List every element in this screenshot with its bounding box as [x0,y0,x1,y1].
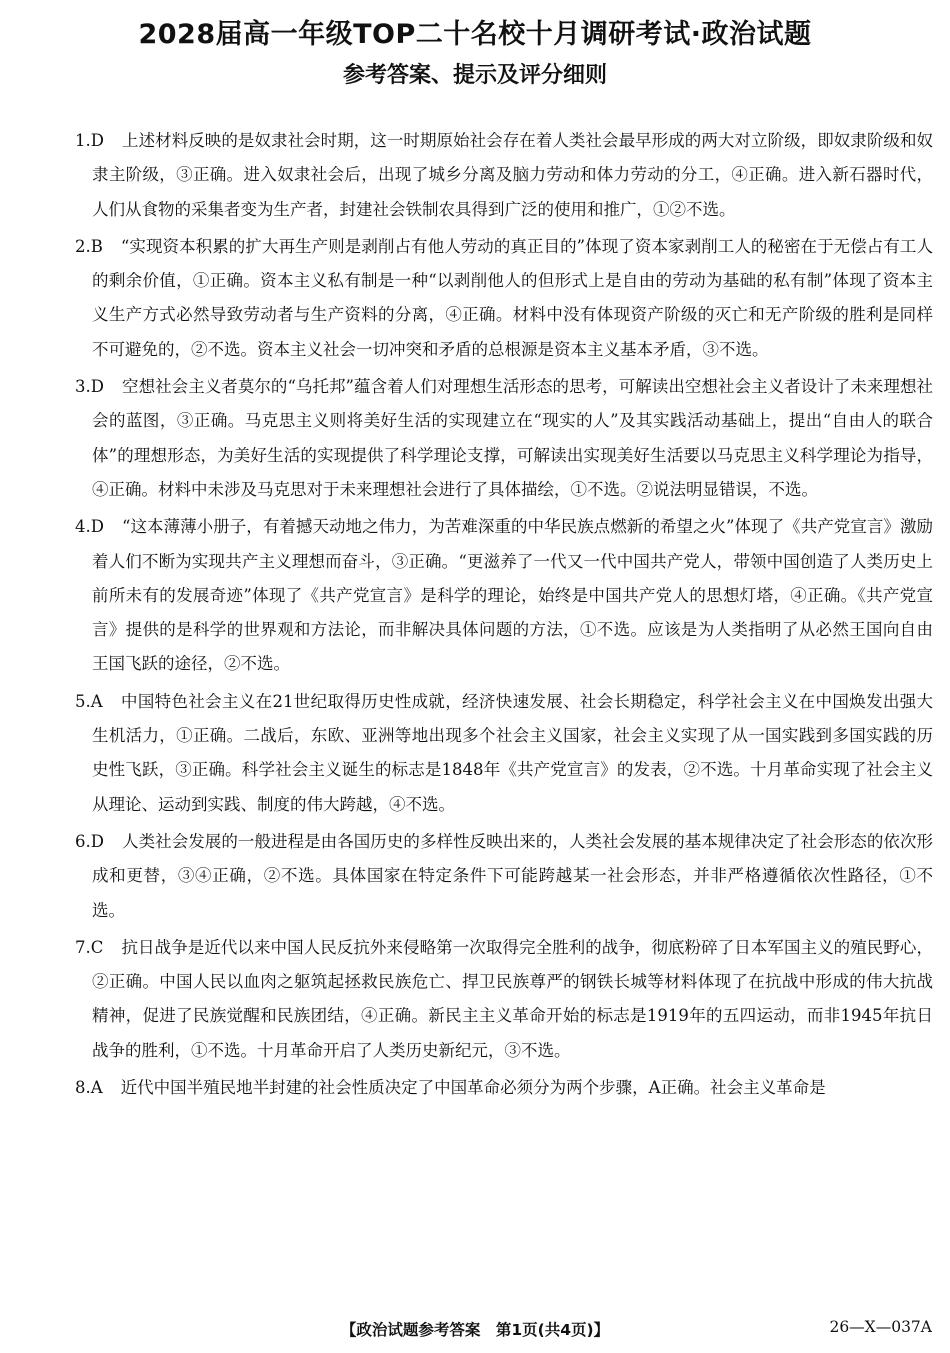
answer-number: 6. [75,831,91,851]
page-title: 2028届高一年级TOP二十名校十月调研考试·政治试题 [138,19,812,50]
answer-explanation: 中国特色社会主义在21世纪取得历史性成就，经济快速发展、社会长期稳定，科学社会主义在中国焕发出强大生机活力，①正确。二战后，东欧、亚洲等地出现多个社会主义国家，社会主义实现了从一国实践到多国实践的历史性飞跃，③正确。科学社会主义诞生的标志是1848年《共产党宣言》的发表，②不选。十月革命实现了社会主义从理论、运动到实践、制度的伟大跨越，④不选。 [92,691,933,814]
answer-explanation: “实现资本积累的扩大再生产则是剥削占有他人劳动的真正目的”体现了资本家剥削工人的秘密在于无偿占有工人的剩余价值，①正确。资本主义私有制是一种“以剥削他人的但形式上是自由的劳动为基础的私有制”体现了资本主义生产方式必然导致劳动者与生产资料的分离，④正确。材料中没有体现资产阶级的灭亡和无产阶级的胜利是同样不可避免的，②不选。资本主义社会一切冲突和矛盾的总根源是资本主义基本矛盾，③不选。 [92,236,933,359]
answer-item-1 [75,124,933,227]
answer-item-8 [75,1071,933,1105]
answer-list [75,124,933,1105]
answer-number: 3. [75,377,91,397]
answer-item-6 [75,825,933,928]
answer-key: D [90,377,104,397]
answer-key: D [90,831,104,851]
answer-number: 8. [75,1078,91,1098]
answer-explanation: 上述材料反映的是奴隶社会时期，这一时期原始社会存在着人类社会最早形成的两大对立阶级，即奴隶阶级和奴隶主阶级，③正确。进入奴隶社会后，出现了城乡分离及脑力劳动和体力劳动的分工，④正确。进入新石器时代，人们从食物的采集者变为生产者，封建社会铁制农具得到广泛的使用和推广，①②不选。 [92,131,933,219]
answer-number: 1. [75,131,91,150]
footer-page-info: 【政治试题参考答案 第1页(共4页)】 [340,1321,610,1339]
answer-number: 7. [75,937,91,957]
answer-explanation: 抗日战争是近代以来中国人民反抗外来侵略第一次取得完全胜利的战争，彻底粉碎了日本军国主义的殖民野心，②正确。中国人民以血肉之躯筑起拯救民族危亡、捍卫民族尊严的钢铁长城等材料体现了在抗战中形成的伟大抗战精神，促进了民族觉醒和民族团结，④正确。新民主主义革命开始的标志是1919年的五四运动，而非1945年抗日战争的胜利，①不选。十月革命开启了人类历史新纪元，③不选。 [92,937,933,1060]
answer-key: A [90,691,103,711]
page-subtitle: 参考答案、提示及评分细则 [342,63,607,88]
answer-item-7 [75,931,933,1068]
answer-number: 4. [75,517,91,537]
answer-explanation: “这本薄薄小册子，有着撼天动地之伟力，为苦难深重的中华民族点燃新的希望之火”体现了《共产党宣言》激励着人们不断为实现共产主义理想而奋斗，③正确。“更滋养了一代又一代中国共产党人，带领中国创造了人类历史上前所未有的发展奇迹”体现了《共产党宣言》是科学的理论，始终是中国共产党人的思想灯塔，④正确。《共产党宣言》提供的是科学的世界观和方法论，而非解决具体问题的方法，①不选。应该是为人类指明了从必然王国向自由王国飞跃的途径，②不选。 [92,517,933,674]
page-footer [0,1318,950,1342]
answer-key: D [90,131,104,150]
answer-item-4 [75,510,933,681]
answer-number: 5. [75,691,91,711]
answer-item-2 [75,230,933,367]
answer-item-5 [75,685,933,822]
answer-explanation: 近代中国半殖民地半封建的社会性质决定了中国革命必须分为两个步骤，A正确。社会主义革命是 [120,1078,826,1098]
answer-item-3 [75,370,933,507]
answer-key: C [90,937,104,957]
footer-doc-code: 26—X—037A [829,1318,932,1336]
answer-explanation: 空想社会主义者莫尔的“乌托邦”蕴含着人们对理想生活形态的思考，可解读出空想社会主义者设计了未来理想社会的蓝图，③正确。马克思主义则将美好生活的实现建立在“现实的人”及其实践活动基础上，提出“自由人的联合体”的理想形态，为美好生活的实现提供了科学理论支撑，可解读出实现美好生活要以马克思主义科学理论为指导，④正确。材料中未涉及马克思对于未来理想社会进行了具体描绘，①不选。②说法明显错误，不选。 [92,377,933,499]
answer-key: D [90,517,104,537]
answer-key: B [90,236,103,256]
answer-key: A [90,1078,103,1098]
answer-number: 2. [75,236,91,256]
answer-explanation: 人类社会发展的一般进程是由各国历史的多样性反映出来的，人类社会发展的基本规律决定了社会形态的依次形成和更替，③④正确，②不选。具体国家在特定条件下可能跨越某一社会形态，并非严格遵循依次性路径，①不选。 [92,831,933,920]
